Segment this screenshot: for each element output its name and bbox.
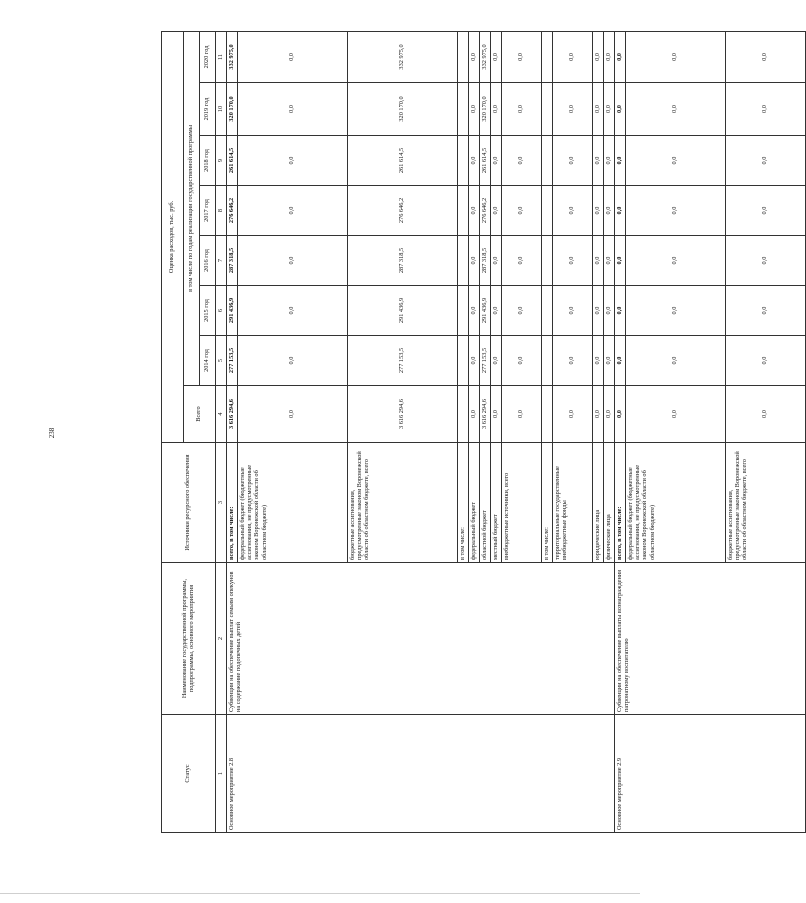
value-cell: 0,0 [490, 136, 501, 186]
column-number: 8 [215, 186, 226, 236]
value-cell: 320 170,0 [347, 83, 457, 136]
value-cell: 0,0 [592, 336, 603, 386]
column-number: 4 [215, 386, 226, 443]
column-number: 7 [215, 236, 226, 286]
value-cell: 0,0 [468, 186, 479, 236]
value-cell: 0,0 [468, 386, 479, 443]
value-cell: 3 616 294,6 [479, 386, 490, 443]
value-cell: 320 170,0 [479, 83, 490, 136]
rotated-table-container [79, 32, 769, 833]
value-cell: 0,0 [237, 336, 347, 386]
value-cell: 0,0 [501, 336, 541, 386]
value-cell [541, 31, 552, 82]
value-cell: 0,0 [468, 336, 479, 386]
value-cell: 0,0 [614, 386, 625, 443]
value-cell: 0,0 [625, 31, 725, 82]
value-cell: 0,0 [603, 386, 614, 443]
status-cell: Основное мероприятие 2.9 [614, 715, 805, 833]
value-cell: 291 436,9 [226, 286, 237, 336]
source-cell: федеральный бюджет [468, 443, 479, 563]
value-cell: 0,0 [490, 186, 501, 236]
value-cell: 261 614,5 [347, 136, 457, 186]
value-cell: 0,0 [725, 236, 805, 286]
value-cell [457, 286, 468, 336]
value-cell: 0,0 [237, 83, 347, 136]
value-cell: 0,0 [501, 286, 541, 336]
value-cell: 0,0 [625, 236, 725, 286]
column-number: 3 [215, 443, 226, 563]
page-number: 238 [48, 427, 56, 439]
header-year: 2020 год [199, 31, 215, 82]
value-cell: 0,0 [592, 83, 603, 136]
value-cell: 0,0 [237, 31, 347, 82]
value-cell: 3 616 294,6 [347, 386, 457, 443]
table-body [226, 31, 805, 832]
value-cell: 0,0 [625, 186, 725, 236]
source-cell: федеральный бюджет (бюджетные ассигнования, не предусмотренные законом Воронежской области об областном бюджете) [237, 443, 347, 563]
value-cell: 0,0 [725, 386, 805, 443]
program-name-cell: Субвенции на обеспечение выплат семьям опекунов на содержание подопечных детей [226, 563, 614, 715]
value-cell: 0,0 [501, 83, 541, 136]
value-cell: 0,0 [237, 136, 347, 186]
value-cell: 0,0 [490, 286, 501, 336]
header-year: 2015 год [199, 286, 215, 336]
top-spacer-row [79, 31, 161, 832]
value-cell: 0,0 [603, 83, 614, 136]
value-cell: 0,0 [237, 286, 347, 336]
budget-table [79, 31, 806, 833]
value-cell [457, 186, 468, 236]
source-cell: юридические лица [592, 443, 603, 563]
value-cell: 276 646,2 [226, 186, 237, 236]
column-number: 6 [215, 286, 226, 336]
header-by-years: в том числе по годам реализации государственной программы [183, 31, 199, 385]
value-cell: 0,0 [725, 31, 805, 82]
value-cell: 0,0 [603, 236, 614, 286]
value-cell: 0,0 [625, 336, 725, 386]
value-cell: 0,0 [237, 186, 347, 236]
header-estimate: Оценка расходов, тыс. руб. [161, 31, 183, 442]
column-number: 5 [215, 336, 226, 386]
value-cell: 0,0 [614, 186, 625, 236]
value-cell [541, 336, 552, 386]
header-year: 2017 год [199, 186, 215, 236]
value-cell: 0,0 [614, 286, 625, 336]
value-cell: 0,0 [603, 286, 614, 336]
source-cell: местный бюджет [490, 443, 501, 563]
source-cell: в том числе: [457, 443, 468, 563]
value-cell: 261 614,5 [226, 136, 237, 186]
source-cell: бюджетные ассигнования, предусмотренные законом Воронежской области об областном бюджете, всего [347, 443, 457, 563]
value-cell: 276 646,2 [347, 186, 457, 236]
source-cell: физические лица [603, 443, 614, 563]
value-cell: 0,0 [552, 286, 592, 336]
value-cell [541, 236, 552, 286]
value-cell: 0,0 [552, 236, 592, 286]
value-cell: 0,0 [552, 31, 592, 82]
value-cell: 291 436,9 [479, 286, 490, 336]
scan-edge-line [0, 893, 640, 894]
value-cell: 0,0 [725, 136, 805, 186]
value-cell [457, 336, 468, 386]
value-cell: 0,0 [592, 31, 603, 82]
value-cell [457, 83, 468, 136]
value-cell: 0,0 [614, 83, 625, 136]
column-number: 2 [215, 563, 226, 715]
table-row [226, 31, 237, 832]
value-cell [541, 83, 552, 136]
value-cell: 320 170,0 [226, 83, 237, 136]
value-cell: 0,0 [552, 136, 592, 186]
value-cell: 0,0 [725, 336, 805, 386]
table-row [614, 31, 625, 832]
header-source: Источники ресурсного обеспечения [161, 443, 215, 563]
value-cell: 0,0 [501, 236, 541, 286]
value-cell: 3 616 294,6 [226, 386, 237, 443]
header-total: Всего [183, 386, 215, 443]
value-cell: 0,0 [625, 136, 725, 186]
value-cell: 332 975,0 [347, 31, 457, 82]
value-cell: 0,0 [552, 336, 592, 386]
header-year: 2014 год [199, 336, 215, 386]
value-cell: 332 975,0 [479, 31, 490, 82]
value-cell: 0,0 [552, 186, 592, 236]
value-cell: 0,0 [468, 31, 479, 82]
header-row-1 [161, 31, 183, 832]
value-cell: 0,0 [501, 386, 541, 443]
value-cell: 0,0 [603, 31, 614, 82]
source-cell: всего, в том числе: [226, 443, 237, 563]
value-cell: 0,0 [501, 136, 541, 186]
value-cell: 0,0 [603, 186, 614, 236]
value-cell: 332 975,0 [226, 31, 237, 82]
value-cell: 0,0 [490, 336, 501, 386]
value-cell: 0,0 [725, 286, 805, 336]
source-cell: территориальные государственные внебюджетные фонды [552, 443, 592, 563]
value-cell: 0,0 [468, 286, 479, 336]
column-numbers-row [215, 31, 226, 832]
value-cell: 0,0 [468, 136, 479, 186]
value-cell: 0,0 [468, 83, 479, 136]
value-cell: 0,0 [490, 236, 501, 286]
program-name-cell: Субвенции на обеспечение выплаты вознаграждения патронатному воспитателю [614, 563, 805, 715]
value-cell: 0,0 [614, 336, 625, 386]
value-cell: 0,0 [237, 386, 347, 443]
value-cell: 0,0 [625, 286, 725, 336]
value-cell: 0,0 [552, 83, 592, 136]
source-cell: федеральный бюджет (бюджетные ассигнования, не предусмотренные законом Воронежской области об областном бюджете) [625, 443, 725, 563]
value-cell [457, 31, 468, 82]
header-year: 2019 год [199, 83, 215, 136]
value-cell: 0,0 [725, 186, 805, 236]
value-cell: 291 436,9 [347, 286, 457, 336]
value-cell: 0,0 [468, 236, 479, 286]
value-cell [541, 386, 552, 443]
value-cell: 0,0 [592, 186, 603, 236]
value-cell: 0,0 [490, 31, 501, 82]
value-cell: 0,0 [625, 386, 725, 443]
column-number: 9 [215, 136, 226, 186]
value-cell: 0,0 [592, 136, 603, 186]
value-cell [457, 136, 468, 186]
value-cell: 0,0 [490, 83, 501, 136]
value-cell: 277 153,5 [226, 336, 237, 386]
value-cell: 0,0 [501, 31, 541, 82]
value-cell: 0,0 [603, 136, 614, 186]
value-cell: 0,0 [592, 236, 603, 286]
source-cell: внебюджетные источники, всего [501, 443, 541, 563]
value-cell: 0,0 [725, 83, 805, 136]
value-cell: 276 646,2 [479, 186, 490, 236]
value-cell: 0,0 [614, 136, 625, 186]
value-cell: 287 318,5 [347, 236, 457, 286]
value-cell: 0,0 [614, 31, 625, 82]
value-cell: 0,0 [501, 186, 541, 236]
value-cell: 287 318,5 [226, 236, 237, 286]
value-cell: 0,0 [603, 336, 614, 386]
source-cell: областной бюджет [479, 443, 490, 563]
value-cell [541, 186, 552, 236]
value-cell: 0,0 [237, 236, 347, 286]
column-number: 10 [215, 83, 226, 136]
source-cell: всего, в том числе: [614, 443, 625, 563]
column-number: 1 [215, 715, 226, 833]
status-cell: Основное мероприятие 2.8 [226, 715, 614, 833]
value-cell: 277 153,5 [347, 336, 457, 386]
value-cell: 0,0 [592, 286, 603, 336]
value-cell: 287 318,5 [479, 236, 490, 286]
value-cell [457, 386, 468, 443]
value-cell: 0,0 [625, 83, 725, 136]
value-cell [457, 236, 468, 286]
header-name: Наименование государственной программы, подпрограммы, основного мероприятия [161, 563, 215, 715]
source-cell: в том числе: [541, 443, 552, 563]
value-cell: 0,0 [614, 236, 625, 286]
header-status: Статус [161, 715, 215, 833]
header-year: 2018 год [199, 136, 215, 186]
value-cell: 0,0 [552, 386, 592, 443]
header-year: 2016 год [199, 236, 215, 286]
source-cell: бюджетные ассигнования, предусмотренные законом Воронежской области об областном бюджете, всего [725, 443, 805, 563]
value-cell [541, 286, 552, 336]
value-cell [541, 136, 552, 186]
column-number: 11 [215, 31, 226, 82]
value-cell: 0,0 [490, 386, 501, 443]
value-cell: 261 614,5 [479, 136, 490, 186]
value-cell: 277 153,5 [479, 336, 490, 386]
value-cell: 0,0 [592, 386, 603, 443]
